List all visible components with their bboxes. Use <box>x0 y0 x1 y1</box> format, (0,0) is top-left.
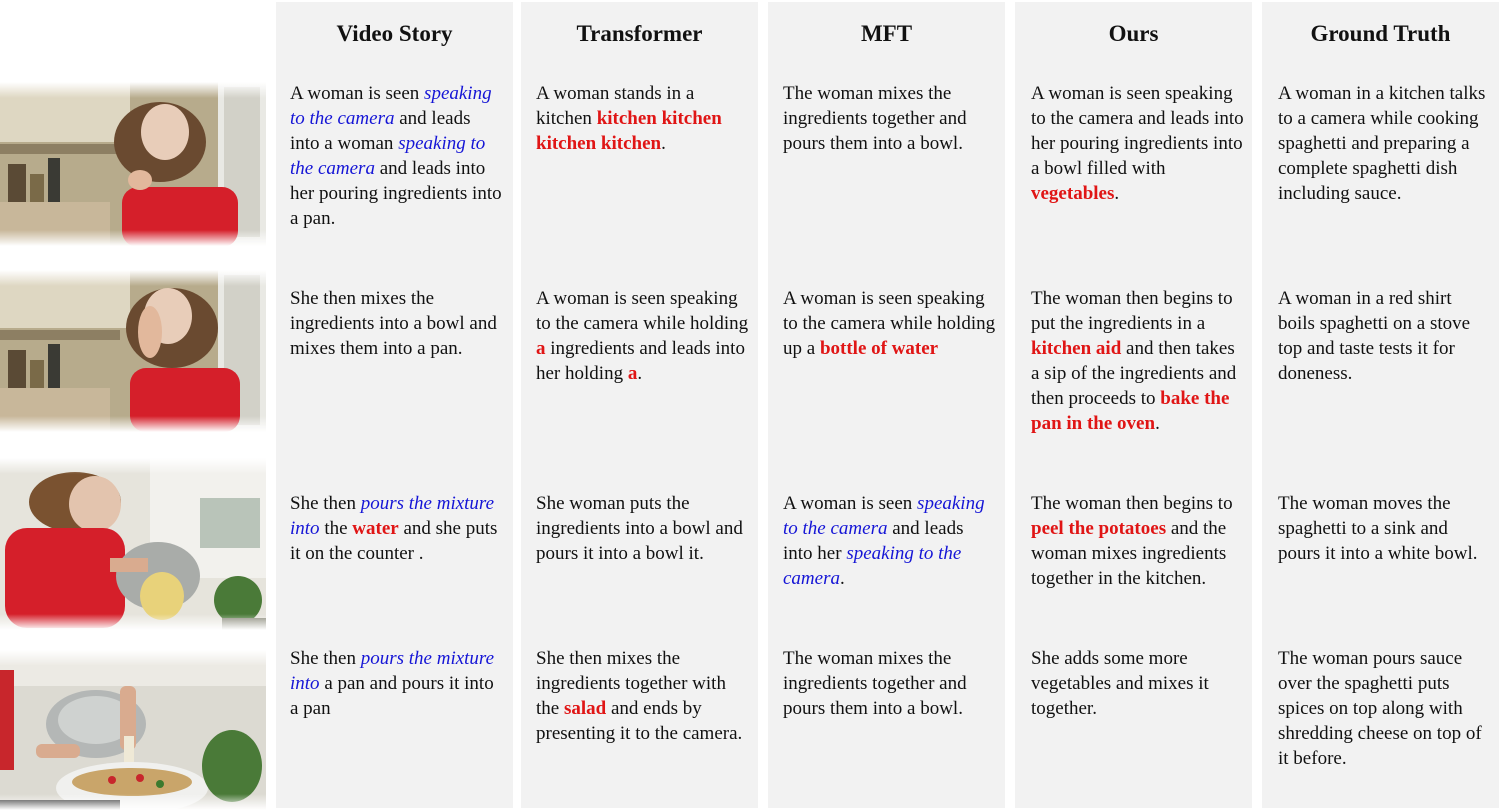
cell-ours-row1 <box>1031 81 1245 206</box>
error-phrase: bake the pan in the oven <box>1031 388 1230 434</box>
caption-text: and leads into a woman <box>290 108 471 154</box>
error-phrase: a <box>627 363 638 384</box>
caption-text: She then mixes the ingredients together with the <box>536 648 726 719</box>
caption-text: A woman is seen <box>783 493 918 514</box>
cell-ours-row4 <box>1031 646 1245 721</box>
caption-text: A woman is seen speaking to the camera and leads into her pouring ingredients into a bowl filled with <box>1031 83 1244 179</box>
header-transformer: Transformer <box>576 21 703 46</box>
caption-text: The woman then begins to <box>1031 493 1233 514</box>
cell-mft-row4 <box>783 646 997 721</box>
caption-text: The woman mixes the ingredients together and pours them into a bowl. <box>783 83 967 154</box>
cell-transformer-row4 <box>536 646 750 746</box>
repeated-phrase: speaking to the camera <box>290 133 486 179</box>
cell-mft-row2 <box>783 286 997 361</box>
caption-text: A woman in a kitchen talks to a camera while cooking spaghetti and preparing a complete spaghetti dish including sauce. <box>1278 83 1486 204</box>
cell-video-story-row2 <box>290 286 504 361</box>
cell-mft-row1 <box>783 81 997 156</box>
cell-transformer-row3 <box>536 491 750 566</box>
caption-text: . <box>637 363 643 384</box>
caption-text: and leads into her pouring ingredients into a pan. <box>290 158 502 229</box>
caption-text: . <box>1155 413 1160 434</box>
caption-text: A woman in a red shirt boils spaghetti on a stove top and taste tests it for doneness. <box>1278 288 1471 384</box>
header-video-story: Video Story <box>336 21 453 46</box>
header-ground-truth: Ground Truth <box>1310 21 1451 46</box>
caption-text: a pan and pours it into a pan <box>290 673 494 719</box>
repeated-phrase: speaking to the camera <box>783 543 962 589</box>
header-ours: Ours <box>1108 21 1159 46</box>
cell-ours-row3 <box>1031 491 1245 591</box>
error-phrase: kitchen kitchen kitchen kitchen <box>536 108 722 154</box>
header-mft: MFT <box>860 21 913 46</box>
video-frame-4 <box>0 650 266 810</box>
cell-ground-truth-row1 <box>1278 81 1492 206</box>
video-frame-3 <box>0 458 266 630</box>
caption-text: A woman stands in a kitchen <box>536 83 695 129</box>
caption-text: and leads into her <box>783 518 964 564</box>
video-frame-1 <box>0 82 266 246</box>
caption-text: She then <box>290 493 361 514</box>
caption-text: the <box>319 518 353 539</box>
error-phrase: a <box>536 338 546 359</box>
caption-text: and then takes a sip of the ingredients and then proceeds to <box>1031 338 1237 409</box>
caption-text: The woman then begins to put the ingredients in a <box>1031 288 1233 334</box>
caption-text: A woman is seen speaking to the camera while holding <box>536 288 749 334</box>
cell-ground-truth-row4 <box>1278 646 1492 771</box>
cell-ours-row2 <box>1031 286 1245 436</box>
caption-text: She then mixes the ingredients into a bowl and mixes them into a pan. <box>290 288 497 359</box>
cell-video-story-row1 <box>290 81 504 231</box>
cell-video-story-row4 <box>290 646 504 721</box>
caption-text: . <box>1114 183 1120 204</box>
caption-text: and she puts it on the counter . <box>290 518 498 564</box>
caption-text: and the woman mixes ingredients together in the kitchen. <box>1031 518 1227 589</box>
cell-video-story-row3 <box>290 491 504 566</box>
error-phrase: salad <box>563 698 607 719</box>
caption-text: She then <box>290 648 361 669</box>
caption-text: and ends by presenting it to the camera. <box>536 698 743 744</box>
caption-text: She adds some more vegetables and mixes it together. <box>1031 648 1209 719</box>
error-phrase: vegetables <box>1031 183 1115 204</box>
repeated-phrase: speaking to the camera <box>290 83 492 129</box>
error-phrase: bottle of water <box>819 338 939 359</box>
caption-text: The woman pours sauce over the spaghetti puts spices on top along with shredding cheese on top of it before. <box>1278 648 1482 769</box>
caption-text: A woman is seen <box>290 83 425 104</box>
error-phrase: water <box>352 518 399 539</box>
cell-ground-truth-row2 <box>1278 286 1492 386</box>
caption-text: The woman moves the spaghetti to a sink and pours it into a white bowl. <box>1278 493 1478 564</box>
video-frame-2 <box>0 270 266 432</box>
caption-text: The woman mixes the ingredients together and pours them into a bowl. <box>783 648 967 719</box>
caption-text: She woman puts the ingredients into a bowl and pours it into a bowl it. <box>536 493 743 564</box>
error-phrase: kitchen aid <box>1031 338 1122 359</box>
repeated-phrase: speaking to the camera <box>783 493 985 539</box>
caption-text: ingredients and leads into her holding <box>536 338 745 384</box>
repeated-phrase: pours the mixture into <box>290 648 495 694</box>
cell-mft-row3 <box>783 491 997 591</box>
error-phrase: peel the potatoes <box>1031 518 1167 539</box>
cell-transformer-row2 <box>536 286 750 386</box>
caption-text: . <box>661 133 666 154</box>
caption-text: A woman is seen speaking to the camera while holding up a <box>783 288 996 359</box>
repeated-phrase: pours the mixture into <box>290 493 495 539</box>
cell-transformer-row1 <box>536 81 750 156</box>
cell-ground-truth-row3 <box>1278 491 1492 566</box>
caption-text: . <box>839 568 845 589</box>
